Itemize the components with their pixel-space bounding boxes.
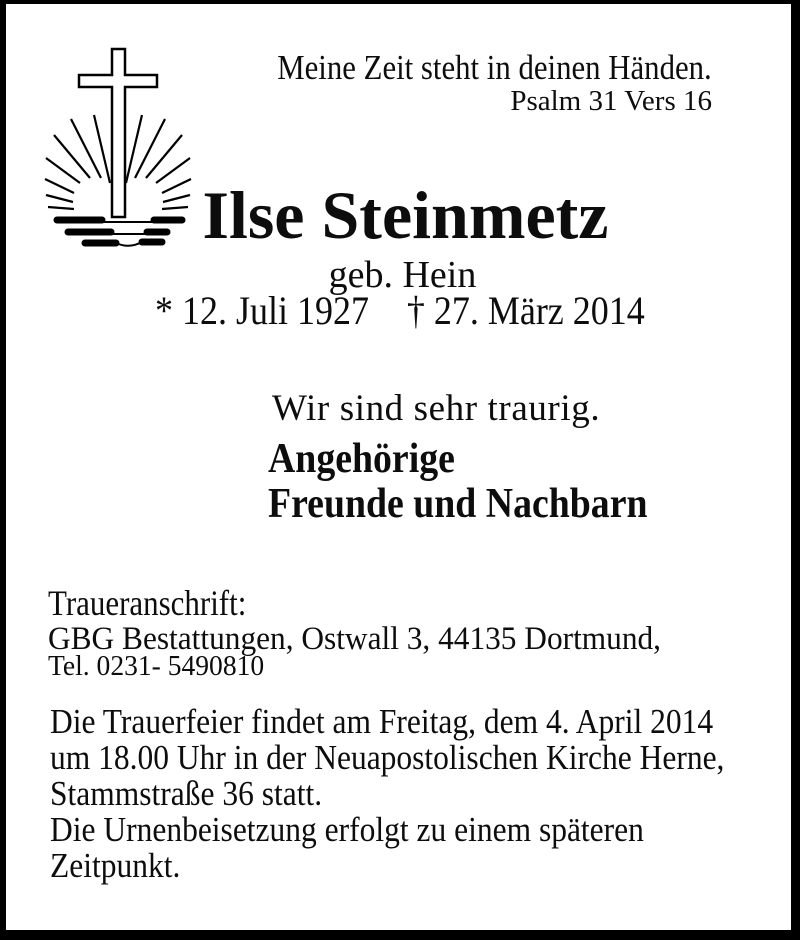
quote-text: Meine Zeit steht in deinen Händen.	[277, 48, 712, 87]
service-line: Die Urnenbeisetzung erfolgt zu einem späteren	[50, 810, 644, 849]
life-dates	[6, 288, 791, 333]
service-info	[50, 704, 724, 884]
mourner-line: Angehörige	[268, 436, 455, 482]
contact-phone: Tel. 0231- 5490810	[48, 650, 265, 682]
contact-address: GBG Bestattungen, Ostwall 3, 44135 Dortmund,	[48, 621, 662, 657]
deceased-name: Ilse Steinmetz	[202, 177, 609, 253]
mourners-list	[268, 437, 648, 527]
quote-source: Psalm 31 Vers 16	[510, 85, 712, 117]
contact-label: Traueranschrift:	[48, 583, 247, 623]
service-line: um 18.00 Uhr in der Neuapostolischen Kirche Herne,	[50, 738, 725, 777]
birth-date: * 12. Juli 1927	[155, 288, 370, 333]
service-line: Die Trauerfeier findet am Freitag, dem 4. April 2014	[50, 702, 714, 741]
maiden-name: geb. Hein	[328, 254, 477, 296]
death-date: † 27. März 2014	[407, 288, 646, 333]
condolence-intro: Wir sind sehr traurig.	[272, 388, 601, 429]
service-line: Stammstraße 36 statt.	[50, 774, 323, 813]
service-line: Zeitpunkt.	[50, 846, 181, 885]
scripture-quote	[218, 50, 712, 116]
mourner-line: Freunde und Nachbarn	[268, 481, 648, 527]
notice-sheet	[6, 4, 791, 930]
